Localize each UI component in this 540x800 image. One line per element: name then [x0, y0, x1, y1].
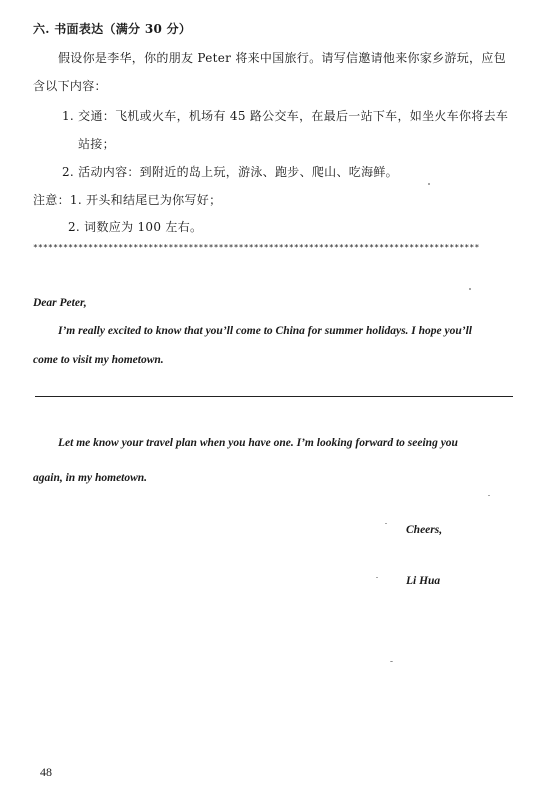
answer-blank-line[interactable]: [35, 396, 513, 397]
scan-speck: [428, 183, 430, 185]
star-separator: *****************************************************************************************: [33, 243, 480, 252]
section-title: 六. 书面表达（满分 30 分）: [33, 22, 192, 36]
scan-speck: [390, 661, 393, 662]
letter-closing-line1: Let me know your travel plan when you have one. I’m looking forward to seeing you: [58, 437, 458, 449]
prompt-text-line1: 假设你是李华，你的朋友 Peter 将来中国旅行。请写信邀请他来你家乡游玩，应包: [58, 51, 506, 65]
letter-closing-line2: again, in my hometown.: [33, 472, 148, 484]
letter-opening-line1: I’m really excited to know that you’ll come to China for summer holidays. I hope you’ll: [58, 325, 473, 337]
letter-signoff: Cheers,: [406, 524, 443, 536]
letter-greeting: Dear Peter,: [33, 297, 87, 309]
requirement-transport-line1: 1. 交通：飞机或火车，机场有 45 路公交车，在最后一站下车，如坐火车你将去车: [62, 109, 509, 123]
requirement-activities: 2. 活动内容：到附近的岛上玩，游泳、跑步、爬山、吃海鲜。: [62, 165, 398, 179]
scan-speck: [385, 523, 387, 524]
note-line2: 2. 词数应为 100 左右。: [68, 220, 203, 234]
letter-signature: Li Hua: [406, 575, 441, 587]
page-number: 48: [40, 765, 52, 779]
scan-speck: [469, 288, 471, 290]
requirement-transport-line2: 站接；: [78, 137, 115, 151]
letter-opening-line2: come to visit my hometown.: [33, 354, 164, 366]
note-line1: 注意：1. 开头和结尾已为你写好；: [33, 193, 222, 207]
scan-speck: [376, 577, 378, 578]
scan-speck: [488, 495, 490, 496]
prompt-text-line2: 含以下内容：: [33, 79, 107, 93]
